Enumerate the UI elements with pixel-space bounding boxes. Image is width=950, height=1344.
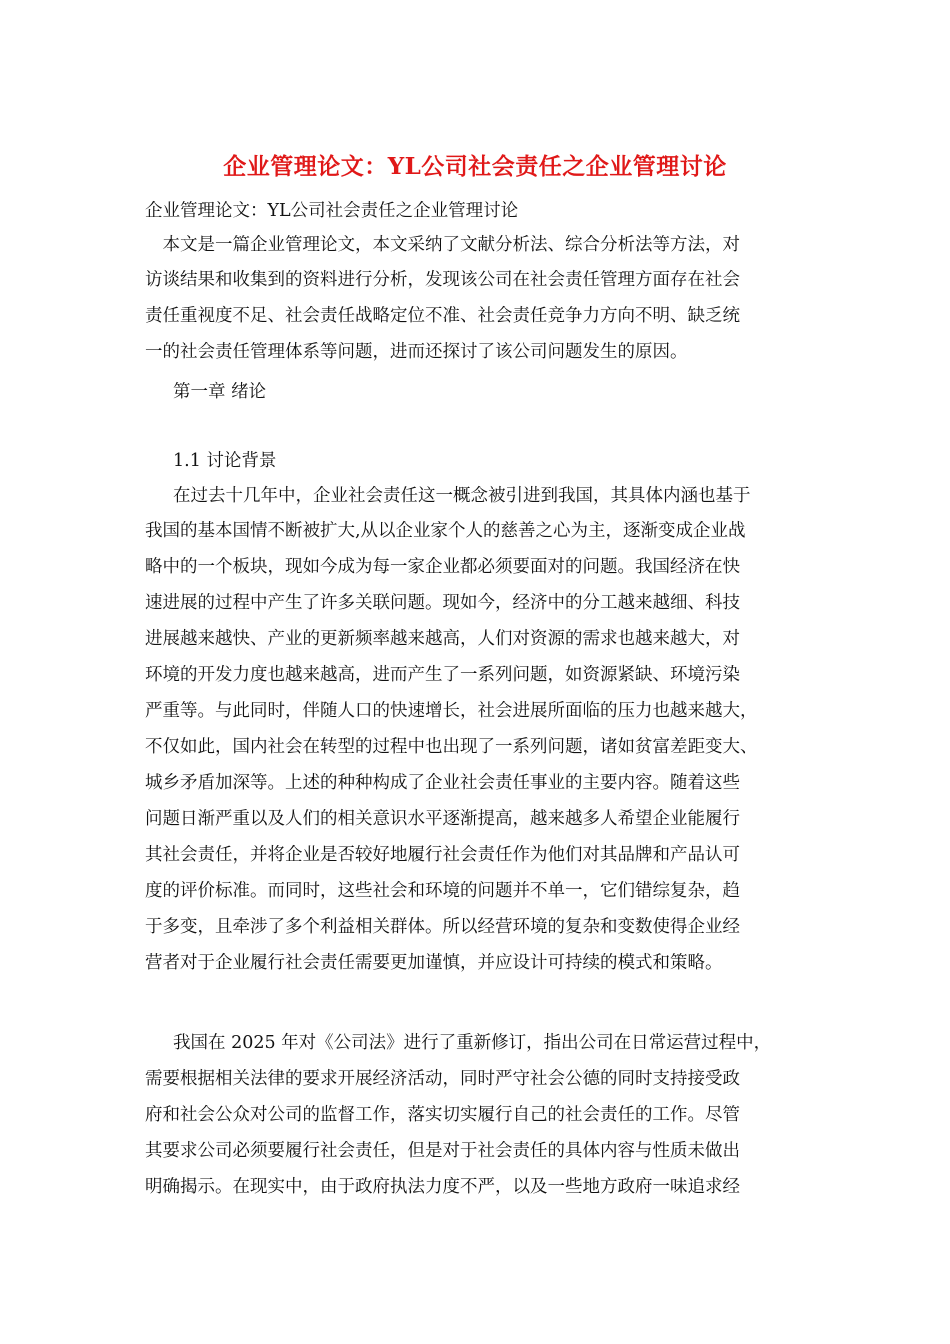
paragraph-line: 其社会责任，并将企业是否较好地履行社会责任作为他们对其品牌和产品认可 <box>145 845 740 865</box>
paragraph-line: 严重等。与此同时，伴随人口的快速增长，社会进展所面临的压力也越来越大， <box>145 701 758 721</box>
abstract-line: 责任重视度不足、社会责任战略定位不准、社会责任竞争力方向不明、缺乏统 <box>145 306 740 326</box>
paragraph-line: 度的评价标准。而同时，这些社会和环境的问题并不单一，它们错综复杂，趋 <box>145 881 740 901</box>
paragraph-line: 府和社会公众对公司的监督工作，落实切实履行自己的社会责任的工作。尽管 <box>145 1105 740 1125</box>
paragraph-line: 我国的基本国情不断被扩大,从以企业家个人的慈善之心为主，逐渐变成企业战 <box>145 521 746 541</box>
paragraph-line: 我国在 2025 年对《公司法》进行了重新修订，指出公司在日常运营过程中， <box>173 1033 772 1053</box>
paragraph-line: 略中的一个板块，现如今成为每一家企业都必须要面对的问题。我国经济在快 <box>145 557 740 577</box>
document-subtitle: 企业管理论文：YL公司社会责任之企业管理讨论 <box>145 201 519 221</box>
paragraph-line: 城乡矛盾加深等。上述的种种构成了企业社会责任事业的主要内容。随着这些 <box>145 773 740 793</box>
paragraph-line: 在过去十几年中，企业社会责任这一概念被引进到我国，其具体内涵也基于 <box>173 486 751 506</box>
abstract-line: 访谈结果和收集到的资料进行分析，发现该公司在社会责任管理方面存在社会 <box>145 270 740 290</box>
paragraph-line: 不仅如此，国内社会在转型的过程中也出现了一系列问题，诸如贫富差距变大、 <box>145 737 758 757</box>
paragraph-line: 速进展的过程中产生了许多关联问题。现如今，经济中的分工越来越细、科技 <box>145 593 740 613</box>
paragraph-line: 需要根据相关法律的要求开展经济活动，同时严守社会公德的同时支持接受政 <box>145 1069 740 1089</box>
paragraph-line: 进展越来越快、产业的更新频率越来越高，人们对资源的需求也越来越大，对 <box>145 629 740 649</box>
section-heading: 1.1 讨论背景 <box>173 451 277 471</box>
paragraph-line: 于多变，且牵涉了多个利益相关群体。所以经营环境的复杂和变数使得企业经 <box>145 917 740 937</box>
abstract-line: 本文是一篇企业管理论文，本文采纳了文献分析法、综合分析法等方法，对 <box>145 235 740 255</box>
paragraph-line: 其要求公司必须要履行社会责任，但是对于社会责任的具体内容与性质未做出 <box>145 1141 740 1161</box>
abstract-line: 一的社会责任管理体系等问题，进而还探讨了该公司问题发生的原因。 <box>145 342 688 362</box>
paragraph-line: 问题日渐严重以及人们的相关意识水平逐渐提高，越来越多人希望企业能履行 <box>145 809 740 829</box>
document-title: 企业管理论文：YL公司社会责任之企业管理讨论 <box>223 153 727 180</box>
paragraph-line: 明确揭示。在现实中，由于政府执法力度不严，以及一些地方政府一味追求经 <box>145 1177 740 1197</box>
paragraph-line: 环境的开发力度也越来越高，进而产生了一系列问题，如资源紧缺、环境污染 <box>145 665 740 685</box>
paragraph-line: 营者对于企业履行社会责任需要更加谨慎，并应设计可持续的模式和策略。 <box>145 953 723 973</box>
chapter-heading: 第一章 绪论 <box>173 382 267 402</box>
